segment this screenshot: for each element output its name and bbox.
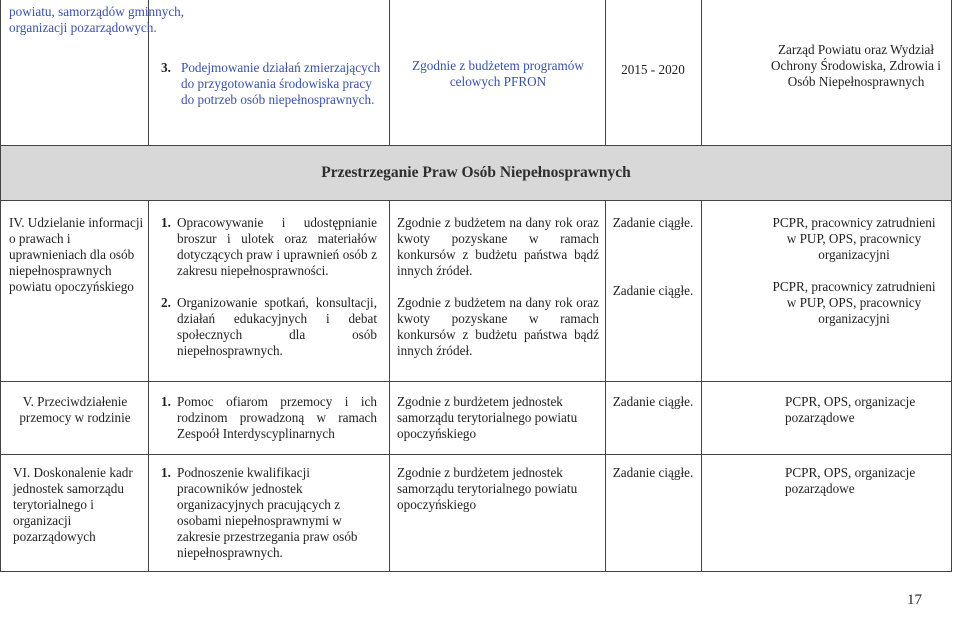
task-text: Podejmowanie działań zmierzających do przygotowania środowiska pracy do potrzeb osób niepełnosprawnych. xyxy=(181,60,381,107)
funding-text: Zgodnie z budżetem programów celowych PFRON xyxy=(412,58,584,89)
table-row-vi xyxy=(0,454,952,572)
responsible-cell xyxy=(785,465,945,497)
funding-text: Zgodnie z burdżetem jednostek samorządu terytorialnego powiatu opoczyńskiego xyxy=(397,465,578,512)
period-cell xyxy=(605,394,701,410)
responsible-text: PCPR, pracownicy zatrudnieni w PUP, OPS, pracownicy organizacyjni xyxy=(772,279,936,326)
table-row-iv xyxy=(0,201,952,381)
goal-text: V. Przeciwdziałenie przemocy w rodzinie xyxy=(19,394,131,425)
task-number: 1. xyxy=(161,394,171,409)
period-text: 2015 - 2020 xyxy=(621,62,685,77)
section-banner xyxy=(0,145,952,201)
goal-text: VI. Doskonalenie kadr jednostek samorządu terytorialnego i organizacji pozarządowych xyxy=(13,465,133,544)
goal-cell xyxy=(9,4,214,36)
goal-cell xyxy=(5,394,145,426)
goal-cell xyxy=(13,465,143,545)
task-cell xyxy=(161,465,386,561)
task-text: Podnoszenie kwalifikacji pracowników jednostek organizacyjnych pracujących z osobami niepełnosprawnymi w zakresie przestrzegania praw osób niepełnosprawnych. xyxy=(177,465,358,560)
period-text: Zadanie ciągłe. xyxy=(612,215,694,230)
task-number: 1. xyxy=(161,215,171,230)
funding-cell xyxy=(397,465,599,513)
task-cell xyxy=(161,394,386,442)
page-number: 17 xyxy=(907,592,922,608)
responsible-cell xyxy=(785,394,945,426)
task-number: 3. xyxy=(161,60,171,75)
section-title: Przestrzeganie Praw Osób Niepełnosprawnych xyxy=(321,164,631,181)
task-text: Pomoc ofiarom przemocy i ich rodzinom prowadzoną w ramach Zespoół Interdyscyplinarnych xyxy=(177,394,377,441)
responsible-text: PCPR, OPS, organizacje pozarządowe xyxy=(785,465,916,496)
responsible-cell xyxy=(769,215,939,327)
funding-text: Zgodnie z budżetem na dany rok oraz kwoty pozyskane w ramach konkursów z budżetu państwa bądź innych źródeł. xyxy=(397,295,599,358)
funding-text: Zgodnie z budżetem na dany rok oraz kwoty pozyskane w ramach konkursów z budżetu państwa bądź innych źródeł. xyxy=(397,215,599,278)
goal-cell xyxy=(9,215,147,295)
goal-text: IV. Udzielanie informacji o prawach i uprawnieniach dla osób niepełnosprawnych powiatu opoczyńskiego xyxy=(9,215,144,294)
responsible-text: PCPR, pracownicy zatrudnieni w PUP, OPS, pracownicy organizacyjni xyxy=(772,215,936,262)
responsible-cell xyxy=(761,42,951,90)
funding-cell xyxy=(397,394,599,442)
goal-text: powiatu, samorządów gminnych, organizacji pozarządowych. xyxy=(9,4,185,35)
task-text: Opracowywanie i udostępnianie broszur i ulotek oraz materiałów dotyczących praw i uprawnień osób z zakresu niepełnosprawności. xyxy=(177,215,377,278)
responsible-text: PCPR, OPS, organizacje pozarządowe xyxy=(785,394,916,425)
task-cell xyxy=(161,60,386,108)
table-row-v xyxy=(0,381,952,454)
period-text: Zadanie ciągłe. xyxy=(612,283,694,298)
task-number: 2. xyxy=(161,295,171,310)
task-cell xyxy=(161,215,386,359)
responsible-text: Zarząd Powiatu oraz Wydział Ochrony Środowiska, Zdrowia i Osób Niepełnosprawnych xyxy=(771,42,941,89)
period-text: Zadanie ciągłe. xyxy=(612,394,694,409)
table-row-top xyxy=(0,0,952,145)
task-number: 1. xyxy=(161,465,171,480)
task-text: Organizowanie spotkań, konsultacji, działań edukacyjnych i debat społecznych dla osób niepełnosprawnych. xyxy=(177,295,377,358)
funding-cell xyxy=(397,215,599,359)
period-cell xyxy=(605,465,701,481)
funding-text: Zgodnie z burdżetem jednostek samorządu terytorialnego powiatu opoczyńskiego xyxy=(397,394,578,441)
period-cell xyxy=(607,62,699,78)
funding-cell xyxy=(393,58,603,90)
period-text: Zadanie ciągłe. xyxy=(612,465,694,480)
period-cell xyxy=(605,215,701,299)
